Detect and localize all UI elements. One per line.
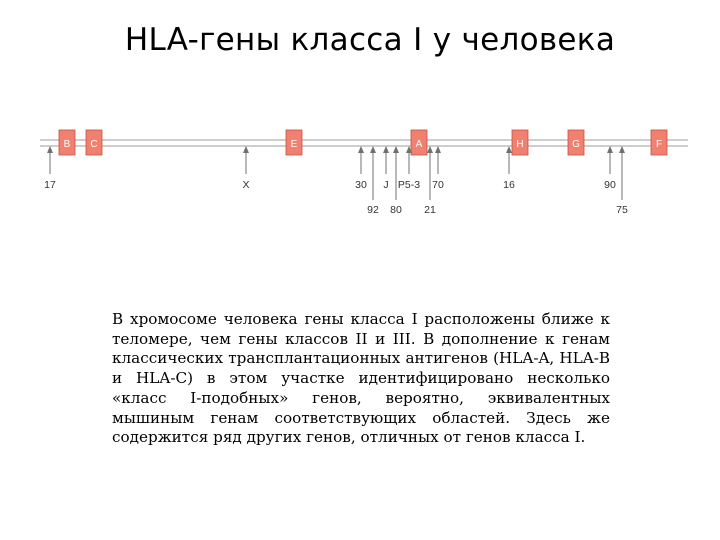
marker-p5-3-label: P5-3 [397, 179, 421, 191]
marker-90-head [607, 146, 613, 153]
marker-16-head [506, 146, 512, 153]
gene-label-H: H [516, 139, 524, 150]
marker-80-head [393, 146, 399, 153]
marker-70-label: 70 [432, 179, 444, 191]
marker-16-label: 16 [503, 179, 515, 191]
gene-label-E: E [290, 139, 298, 150]
gene-label-B: B [63, 139, 71, 150]
marker-21-label: 21 [424, 204, 436, 216]
marker-92-head [370, 146, 376, 153]
marker-75-label: 75 [616, 204, 628, 216]
gene-label-F: F [655, 139, 663, 150]
page-title: HLA-гены класса I у человека [124, 22, 616, 58]
marker-x-head [243, 146, 249, 153]
marker-92-label: 92 [367, 204, 379, 216]
marker-70-head [435, 146, 441, 153]
marker-21-head [427, 146, 433, 153]
gene-label-C: C [90, 139, 98, 150]
gene-label-G: G [572, 139, 580, 150]
marker-17-head [47, 146, 53, 153]
marker-75-head [619, 146, 625, 153]
marker-30-head [358, 146, 364, 153]
marker-90-label: 90 [604, 179, 616, 191]
marker-x-label: X [242, 179, 250, 191]
marker-30-label: 30 [355, 179, 367, 191]
gene-label-A: A [415, 139, 423, 150]
marker-j-label: J [383, 179, 389, 191]
marker-17-label: 17 [44, 179, 56, 191]
marker-80-label: 80 [390, 204, 402, 216]
description-text: В хромосоме человека гены класса I расположены ближе к теломере, чем гены классов II и III. В дополнение к генам классических трансплантационных антигенов (HLA-A, HLA-B и HLA-C) в этом участке идентифицировано несколько «класс I-подобных» генов, вероятно, эквивалентных мышиным генам соответствующих областей. Здесь же содержится ряд других генов, отличных от генов класса I. [112, 310, 610, 447]
marker-j-head [383, 146, 389, 153]
